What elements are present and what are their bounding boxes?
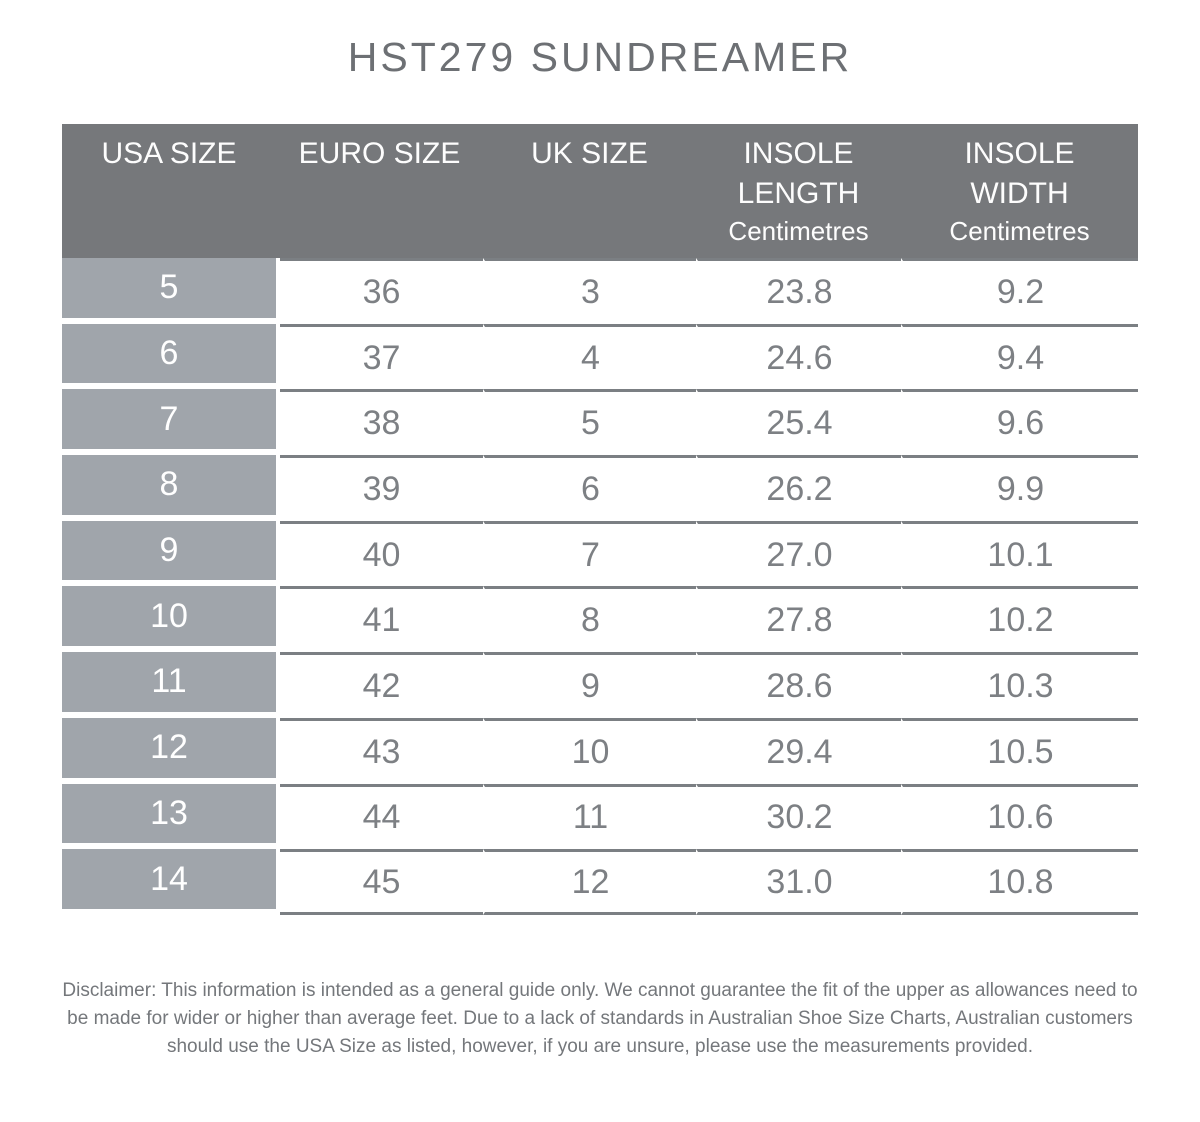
table-row xyxy=(62,258,1138,324)
insole-width-cell: 10.8 xyxy=(901,849,1138,915)
table-row xyxy=(62,324,1138,390)
usa-size-cell: 11 xyxy=(62,652,276,712)
insole-width-cell: 9.2 xyxy=(901,258,1138,324)
column-header-sublabel: Centimetres xyxy=(949,216,1090,246)
usa-size-cell: 12 xyxy=(62,718,276,778)
table-row xyxy=(62,849,1138,915)
insole-length-cell: 27.0 xyxy=(696,521,901,587)
column-header-label: INSOLE xyxy=(964,137,1075,170)
insole-length-cell: 31.0 xyxy=(696,849,901,915)
page-title: HST279 SUNDREAMER xyxy=(347,34,853,80)
table-row xyxy=(62,455,1138,521)
insole-length-cell: 30.2 xyxy=(696,784,901,850)
column-header-insole-width xyxy=(901,124,1138,258)
table-row xyxy=(62,718,1138,784)
column-header-usa-size xyxy=(62,124,276,258)
table-row xyxy=(62,521,1138,587)
euro-size-cell: 39 xyxy=(280,455,483,521)
insole-width-cell: 10.2 xyxy=(901,586,1138,652)
insole-length-cell: 23.8 xyxy=(696,258,901,324)
column-header-label: EURO SIZE xyxy=(298,137,461,170)
table-row xyxy=(62,389,1138,455)
column-header-label: UK SIZE xyxy=(531,137,648,170)
size-chart-table xyxy=(62,124,1138,915)
euro-size-cell: 42 xyxy=(280,652,483,718)
insole-length-cell: 24.6 xyxy=(696,324,901,390)
column-header-uk-size xyxy=(483,124,696,258)
uk-size-cell: 9 xyxy=(483,652,696,718)
insole-width-cell: 10.3 xyxy=(901,652,1138,718)
column-header-insole-length xyxy=(696,124,901,258)
euro-size-cell: 41 xyxy=(280,586,483,652)
insole-width-cell: 10.6 xyxy=(901,784,1138,850)
uk-size-cell: 3 xyxy=(483,258,696,324)
euro-size-cell: 44 xyxy=(280,784,483,850)
table-row xyxy=(62,586,1138,652)
usa-size-cell: 13 xyxy=(62,784,276,844)
table-row xyxy=(62,784,1138,850)
uk-size-cell: 10 xyxy=(483,718,696,784)
disclaimer-text: Disclaimer: This information is intended as a general guide only. We cannot guarantee the fit of the upper as allowances need to be made for wider or higher than average feet. Due to a lack of standards in Australian Shoe Size Charts, Australian customers should use the USA Size as listed, however, if you are unsure, please use the measurements provided. xyxy=(62,980,1138,1057)
column-header-label-line2: WIDTH xyxy=(970,177,1069,210)
euro-size-cell: 40 xyxy=(280,521,483,587)
insole-length-cell: 27.8 xyxy=(696,586,901,652)
table-body xyxy=(62,258,1138,915)
uk-size-cell: 6 xyxy=(483,455,696,521)
insole-width-cell: 9.6 xyxy=(901,389,1138,455)
euro-size-cell: 45 xyxy=(280,849,483,915)
table-header-row xyxy=(62,124,1138,258)
usa-size-cell: 8 xyxy=(62,455,276,515)
column-header-sublabel: Centimetres xyxy=(728,216,869,246)
column-header-label: INSOLE xyxy=(743,137,854,170)
table-row xyxy=(62,652,1138,718)
usa-size-cell: 7 xyxy=(62,389,276,449)
uk-size-cell: 11 xyxy=(483,784,696,850)
insole-width-cell: 9.4 xyxy=(901,324,1138,390)
euro-size-cell: 38 xyxy=(280,389,483,455)
column-header-label: USA SIZE xyxy=(101,137,237,170)
usa-size-cell: 10 xyxy=(62,586,276,646)
usa-size-cell: 5 xyxy=(62,258,276,318)
insole-length-cell: 26.2 xyxy=(696,455,901,521)
euro-size-cell: 37 xyxy=(280,324,483,390)
usa-size-cell: 6 xyxy=(62,324,276,384)
column-header-label-line2: LENGTH xyxy=(737,177,860,210)
uk-size-cell: 8 xyxy=(483,586,696,652)
uk-size-cell: 5 xyxy=(483,389,696,455)
uk-size-cell: 12 xyxy=(483,849,696,915)
uk-size-cell: 4 xyxy=(483,324,696,390)
euro-size-cell: 36 xyxy=(280,258,483,324)
insole-length-cell: 25.4 xyxy=(696,389,901,455)
insole-length-cell: 28.6 xyxy=(696,652,901,718)
usa-size-cell: 9 xyxy=(62,521,276,581)
insole-width-cell: 10.1 xyxy=(901,521,1138,587)
insole-width-cell: 10.5 xyxy=(901,718,1138,784)
column-header-euro-size xyxy=(276,124,483,258)
usa-size-cell: 14 xyxy=(62,849,276,909)
insole-length-cell: 29.4 xyxy=(696,718,901,784)
euro-size-cell: 43 xyxy=(280,718,483,784)
insole-width-cell: 9.9 xyxy=(901,455,1138,521)
uk-size-cell: 7 xyxy=(483,521,696,587)
